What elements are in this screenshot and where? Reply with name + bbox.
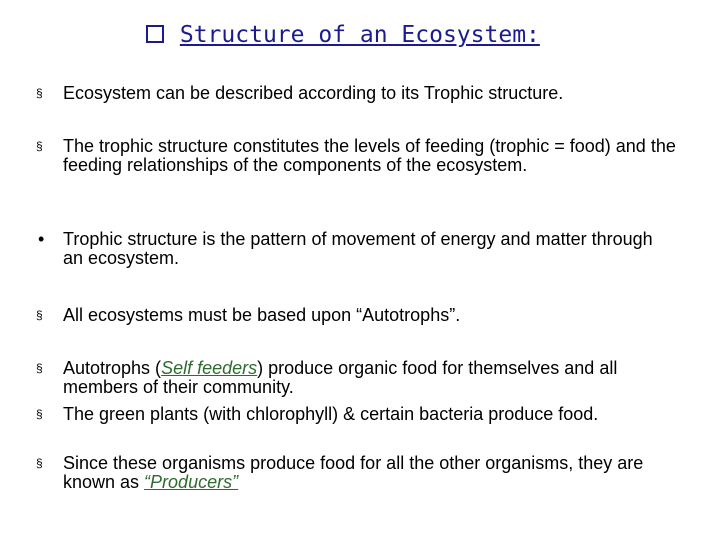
bullet-item-6 [36,405,676,424]
bullet-item-3 [36,230,676,268]
bullet-text-7 [63,454,676,492]
slide-title-text: Structure of an Ecosystem: [179,22,540,48]
square-bullet-icon: § [36,86,43,100]
square-bullet-icon: § [36,361,43,375]
bullet-text-5 [63,359,676,397]
bullet-item-7 [36,454,676,492]
producers-link[interactable]: “Producers” [144,472,239,492]
square-bullet-icon: § [36,456,43,470]
square-bullet-icon: § [36,308,43,322]
bullet-item-2 [36,137,676,175]
slide-title [146,22,540,48]
bullet-text-7-start: Since these organisms produce food for all the other organisms, they are known as [63,453,644,492]
bullet-item-1 [36,84,676,103]
self-feeders-link[interactable]: Self feeders [161,358,258,378]
square-bullet-icon: § [36,139,43,153]
bullet-text-3: Trophic structure is the pattern of movement of energy and matter through an ecosystem. [63,229,653,268]
bullet-text-1: Ecosystem can be described according to its Trophic structure. [63,83,564,103]
square-bullet-icon: § [36,407,43,421]
bullet-text-6: The green plants (with chlorophyll) & certain bacteria produce food. [63,404,599,424]
bullet-text-5-end: ) produce organic food for themselves and all members of their community. [63,358,618,397]
checkbox-bullet-icon [146,25,164,43]
bullet-item-5 [36,359,676,397]
bullet-text-5-start: Autotrophs ( [63,358,162,378]
bullet-text-4: All ecosystems must be based upon “Autotrophs”. [63,305,461,325]
bullet-text-2: The trophic structure constitutes the levels of feeding (trophic = food) and the feeding relationships of the components of the ecosystem. [63,136,676,175]
bullet-item-4 [36,306,676,325]
dot-bullet-icon: • [38,229,45,249]
